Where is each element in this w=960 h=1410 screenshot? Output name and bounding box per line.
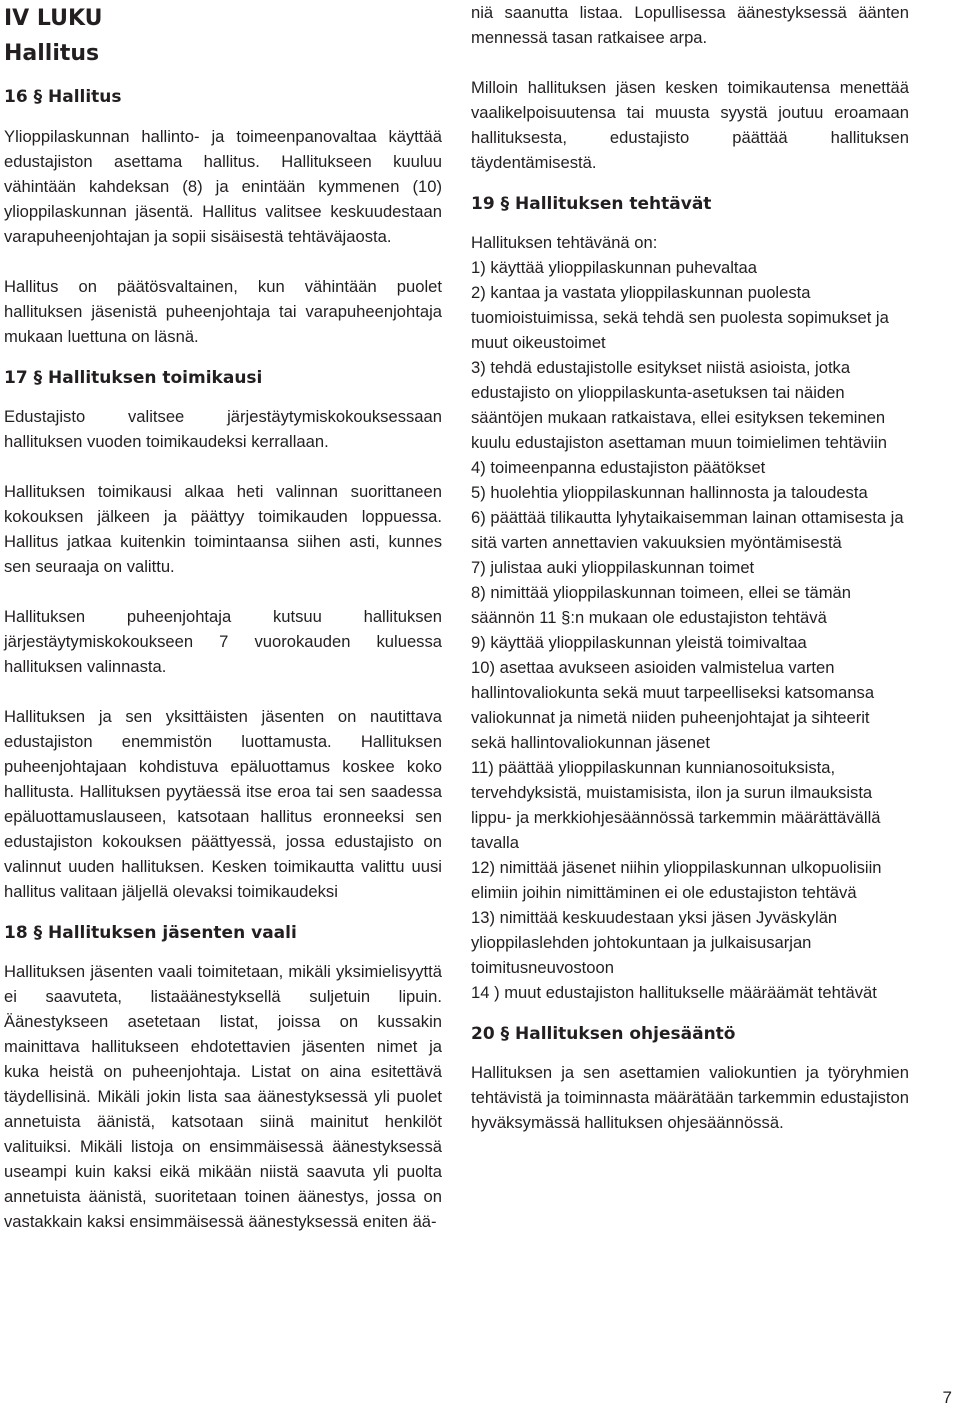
section-18-paragraph-1-start: Hallituksen jäsenten vaali toimitetaan, mikäli yksimielisyyttä ei saavuteta, listaäänestyksellä suljetuin lipuin. Äänestykseen asetetaan listat, joissa on kussakin mainittava hallitukseen ehdotettavien jäsenten nimet ja kuka heistä on puheenjohtaja. Listat on aina esitettävä täydellisinä. Mikäli jokin lista saa äänestyksessä yli puolet annetuista äänistä, katsotaan siinä mainitut henkilöt valituiksi. Mikäli listoja on ensimmäisessä äänestyksessä useampi kuin kaksi eikä mikään niistä saavuta yli puolta annetuista äänistä, suoritetaan toinen äänestys, jossa on vastakkain kaksi ensimmäisessä äänestyksessä eniten ää- — [4, 962, 442, 1231]
section-19-task-list — [471, 255, 909, 1005]
task-item-3: 3) tehdä edustajistolle esitykset niistä asioista, jotka edustajisto on ylioppilaskunta-asetuksen tai näiden sääntöjen mukaan ratkaistava, ellei esityksen tekeminen kuulu edustajiston asettaman muun toimielimen tehtäviin — [471, 358, 887, 452]
section-17-paragraph-2: Hallituksen toimikausi alkaa heti valinnan suorittaneen kokouksen jälkeen ja päättyy toimikauden loppuessa. Hallitus jatkaa kuitenkin toimintaansa siihen asti, kunnes sen seuraaja on valittu. — [4, 482, 442, 576]
task-item-9: 9) käyttää ylioppilaskunnan yleistä toimivaltaa — [471, 633, 807, 652]
section-20-heading: 20 § Hallituksen ohjesääntö — [471, 1024, 736, 1044]
section-19-heading: 19 § Hallituksen tehtävät — [471, 194, 712, 214]
task-item-14: 14 ) muut edustajiston hallitukselle määräämät tehtävät — [471, 983, 877, 1002]
task-item-6: 6) päättää tilikautta lyhytaikaisemman lainan ottamisesta ja sitä varten annettavien vakuuksien myöntämisestä — [471, 508, 904, 552]
page-number: 7 — [942, 1388, 952, 1407]
section-18-paragraph-1-end: niä saanutta listaa. Lopullisessa äänestyksessä äänten mennessä tasan ratkaisee arpa. — [471, 3, 909, 47]
chapter-number: IV LUKU — [4, 6, 103, 31]
section-17-paragraph-1: Edustajisto valitsee järjestäytymiskokouksessaan hallituksen vuoden toimikaudeksi kerrallaan. — [4, 407, 442, 451]
section-17-paragraph-3: Hallituksen puheenjohtaja kutsuu hallituksen järjestäytymiskokoukseen 7 vuorokauden kuluessa hallituksen valinnasta. — [4, 607, 442, 676]
section-16-paragraph-2: Hallitus on päätösvaltainen, kun vähintään puolet hallituksen jäsenistä puheenjohtaja tai varapuheenjohtaja mukaan luettuna on läsnä. — [4, 277, 442, 346]
task-item-12: 12) nimittää jäsenet niihin ylioppilaskunnan ulkopuolisiin elimiin joihin nimittäminen ei ole edustajiston tehtävä — [471, 858, 882, 902]
task-item-2: 2) kantaa ja vastata ylioppilaskunnan puolesta tuomioistuimissa, sekä tehdä sen puolesta sopimukset ja muut oikeustoimet — [471, 283, 889, 352]
task-item-11: 11) päättää ylioppilaskunnan kunnianosoituksista, tervehdyksistä, muistamisista, ilon ja surun ilmauksista lippu- ja merkkiohjesäännössä tarkemmin määrättävällä tavalla — [471, 758, 881, 852]
section-16-heading: 16 § Hallitus — [4, 87, 122, 107]
task-item-8: 8) nimittää ylioppilaskunnan toimeen, ellei se tämän säännön 11 §:n mukaan ole edustajiston tehtävä — [471, 583, 852, 627]
task-item-7: 7) julistaa auki ylioppilaskunnan toimet — [471, 558, 755, 577]
task-item-5: 5) huolehtia ylioppilaskunnan hallinnosta ja taloudesta — [471, 483, 868, 502]
task-item-1: 1) käyttää ylioppilaskunnan puhevaltaa — [471, 258, 757, 277]
task-item-4: 4) toimeenpanna edustajiston päätökset — [471, 458, 766, 477]
task-item-13: 13) nimittää keskuudestaan yksi jäsen Jyväskylän ylioppilaslehden johtokuntaan ja julkaisusarjan toimitusneuvostoon — [471, 908, 838, 977]
left-column — [4, 0, 442, 1234]
section-20-paragraph: Hallituksen ja sen asettamien valiokuntien ja työryhmien tehtävistä ja toiminnasta määrätään tarkemmin edustajiston hyväksymässä hallituksen ohjesäännössä. — [471, 1063, 909, 1132]
section-16-paragraph-1: Ylioppilaskunnan hallinto- ja toimeenpanovaltaa käyttää edustajiston asettama hallitus. Hallitukseen kuuluu vähintään kahdeksan (8) ja enintään kymmenen (10) ylioppilaskunnan jäsentä. Hallitus valitsee keskuudestaan varapuheenjohtajan ja sopii sisäisestä tehtäväjaosta. — [4, 127, 442, 246]
chapter-title: Hallitus — [4, 41, 100, 66]
task-item-10: 10) asettaa avukseen asioiden valmistelua varten hallintovaliokunta sekä muut tarpeelliseksi katsomansa valiokunnat ja nimetä niiden puheenjohtajat ja sihteerit sekä hallintovaliokunnan jäsenet — [471, 658, 875, 752]
right-column — [471, 0, 909, 1135]
section-19-intro: Hallituksen tehtävänä on: — [471, 233, 658, 252]
section-18-heading: 18 § Hallituksen jäsenten vaali — [4, 923, 297, 943]
section-17-heading: 17 § Hallituksen toimikausi — [4, 368, 263, 388]
section-18-paragraph-2: Milloin hallituksen jäsen kesken toimikautensa menettää vaalikelpoisuutensa tai muusta syystä joutuu eroamaan hallituksesta, edustajisto päättää hallituksen täydentämisestä. — [471, 78, 909, 172]
section-17-paragraph-4: Hallituksen ja sen yksittäisten jäsenten on nautittava edustajiston enemmistön luottamusta. Hallituksen puheenjohtajaan kohdistuva epäluottamus koskee koko hallitusta. Hallituksen pyytäessä itse eroa tai sen saadessa epäluottamuslauseen, katsotaan hallitus eronneeksi sen edustajiston kokouksen päättyessä, jossa edustajisto on valinnut uuden hallituksen. Kesken toimikautta valittu uusi hallitus valitaan jäljellä olevaksi toimikaudeksi — [4, 707, 442, 901]
